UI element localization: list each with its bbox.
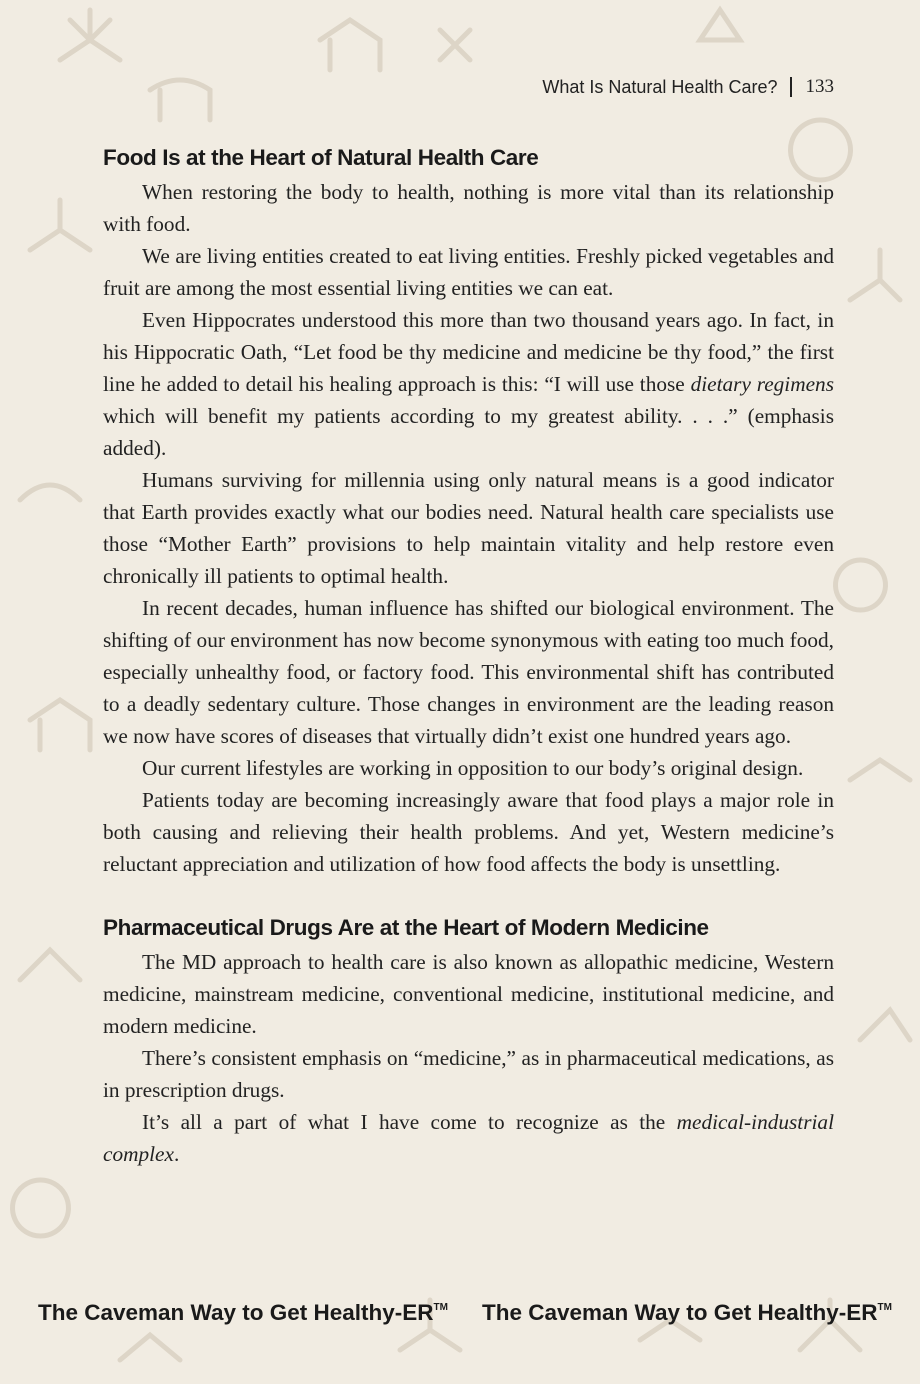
footer-book-title-text: The Caveman Way to Get Healthy-ER [38,1300,434,1325]
paragraph-text: We are living entities created to eat living entities. Freshly picked vegetables and fruit are among the most essential living entities we can eat. [103,244,834,300]
body-paragraph [103,1042,834,1106]
body-paragraph [103,784,834,880]
emphasis-text: medical-industrial complex [103,1110,834,1166]
body-paragraph [103,176,834,240]
body-paragraph [103,946,834,1042]
header-divider [790,77,792,97]
body-paragraph [103,752,834,784]
running-header-section-title: What Is Natural Health Care? [542,76,778,97]
trademark-symbol: TM [433,1302,448,1313]
paragraph-text: Even Hippocrates understood this more than two thousand years ago. In fact, in his Hippocratic Oath, “Let food be thy medicine and medicine be thy food,” the first line he added to detail his healing approach is this: “I will use those [103,308,834,396]
paragraph-text: When restoring the body to health, nothing is more vital than its relationship with food. [103,180,834,236]
paragraph-text: The MD approach to health care is also known as allopathic medicine, Western medicine, mainstream medicine, conventional medicine, institutional medicine, and modern medicine. [103,950,834,1038]
body-paragraph [103,592,834,752]
page-body [103,140,834,1170]
trademark-symbol: TM [877,1302,892,1313]
section-heading: Pharmaceutical Drugs Are at the Heart of Modern Medicine [103,915,709,940]
body-paragraph [103,304,834,464]
body-paragraph [103,1106,834,1170]
footer-book-title-text: The Caveman Way to Get Healthy-ER [482,1300,878,1325]
footer-book-title-right [482,1300,892,1326]
page-number: 133 [805,76,834,97]
paragraph-text: Humans surviving for millennia using only natural means is a good indicator that Earth provides exactly what our bodies need. Natural health care specialists use those “Mother Earth” provisions to help maintain vitality and help restore even chronically ill patients to optimal health. [103,468,834,588]
paragraph-text: Our current lifestyles are working in opposition to our body’s original design. [142,756,804,780]
body-paragraph [103,464,834,592]
body-paragraph [103,240,834,304]
paragraph-text: Patients today are becoming increasingly aware that food plays a major role in both causing and relieving their health problems. And yet, Western medicine’s reluctant appreciation and utilization of how food affects the body is unsettling. [103,788,834,876]
paragraph-text: It’s all a part of what I have come to recognize as the [142,1110,677,1134]
emphasis-text: dietary regimens [690,372,834,396]
paragraph-text: . [173,1142,180,1166]
paragraph-text: which will benefit my patients according to my greatest ability. . . .” (emphasis added). [103,404,834,460]
paragraph-text: In recent decades, human influence has shifted our biological environment. The shifting of our environment has now become synonymous with eating too much food, especially unhealthy food, or factory food. This environmental shift has contributed to a deadly sedentary culture. Those changes in environment are the leading reason we now have scores of diseases that virtually didn’t exist one hundred years ago. [103,596,834,748]
paragraph-text: There’s consistent emphasis on “medicine,” as in pharmaceutical medications, as in prescription drugs. [103,1046,834,1102]
running-header [542,76,834,98]
section-heading: Food Is at the Heart of Natural Health Care [103,145,539,170]
footer-book-title-left [38,1300,448,1326]
